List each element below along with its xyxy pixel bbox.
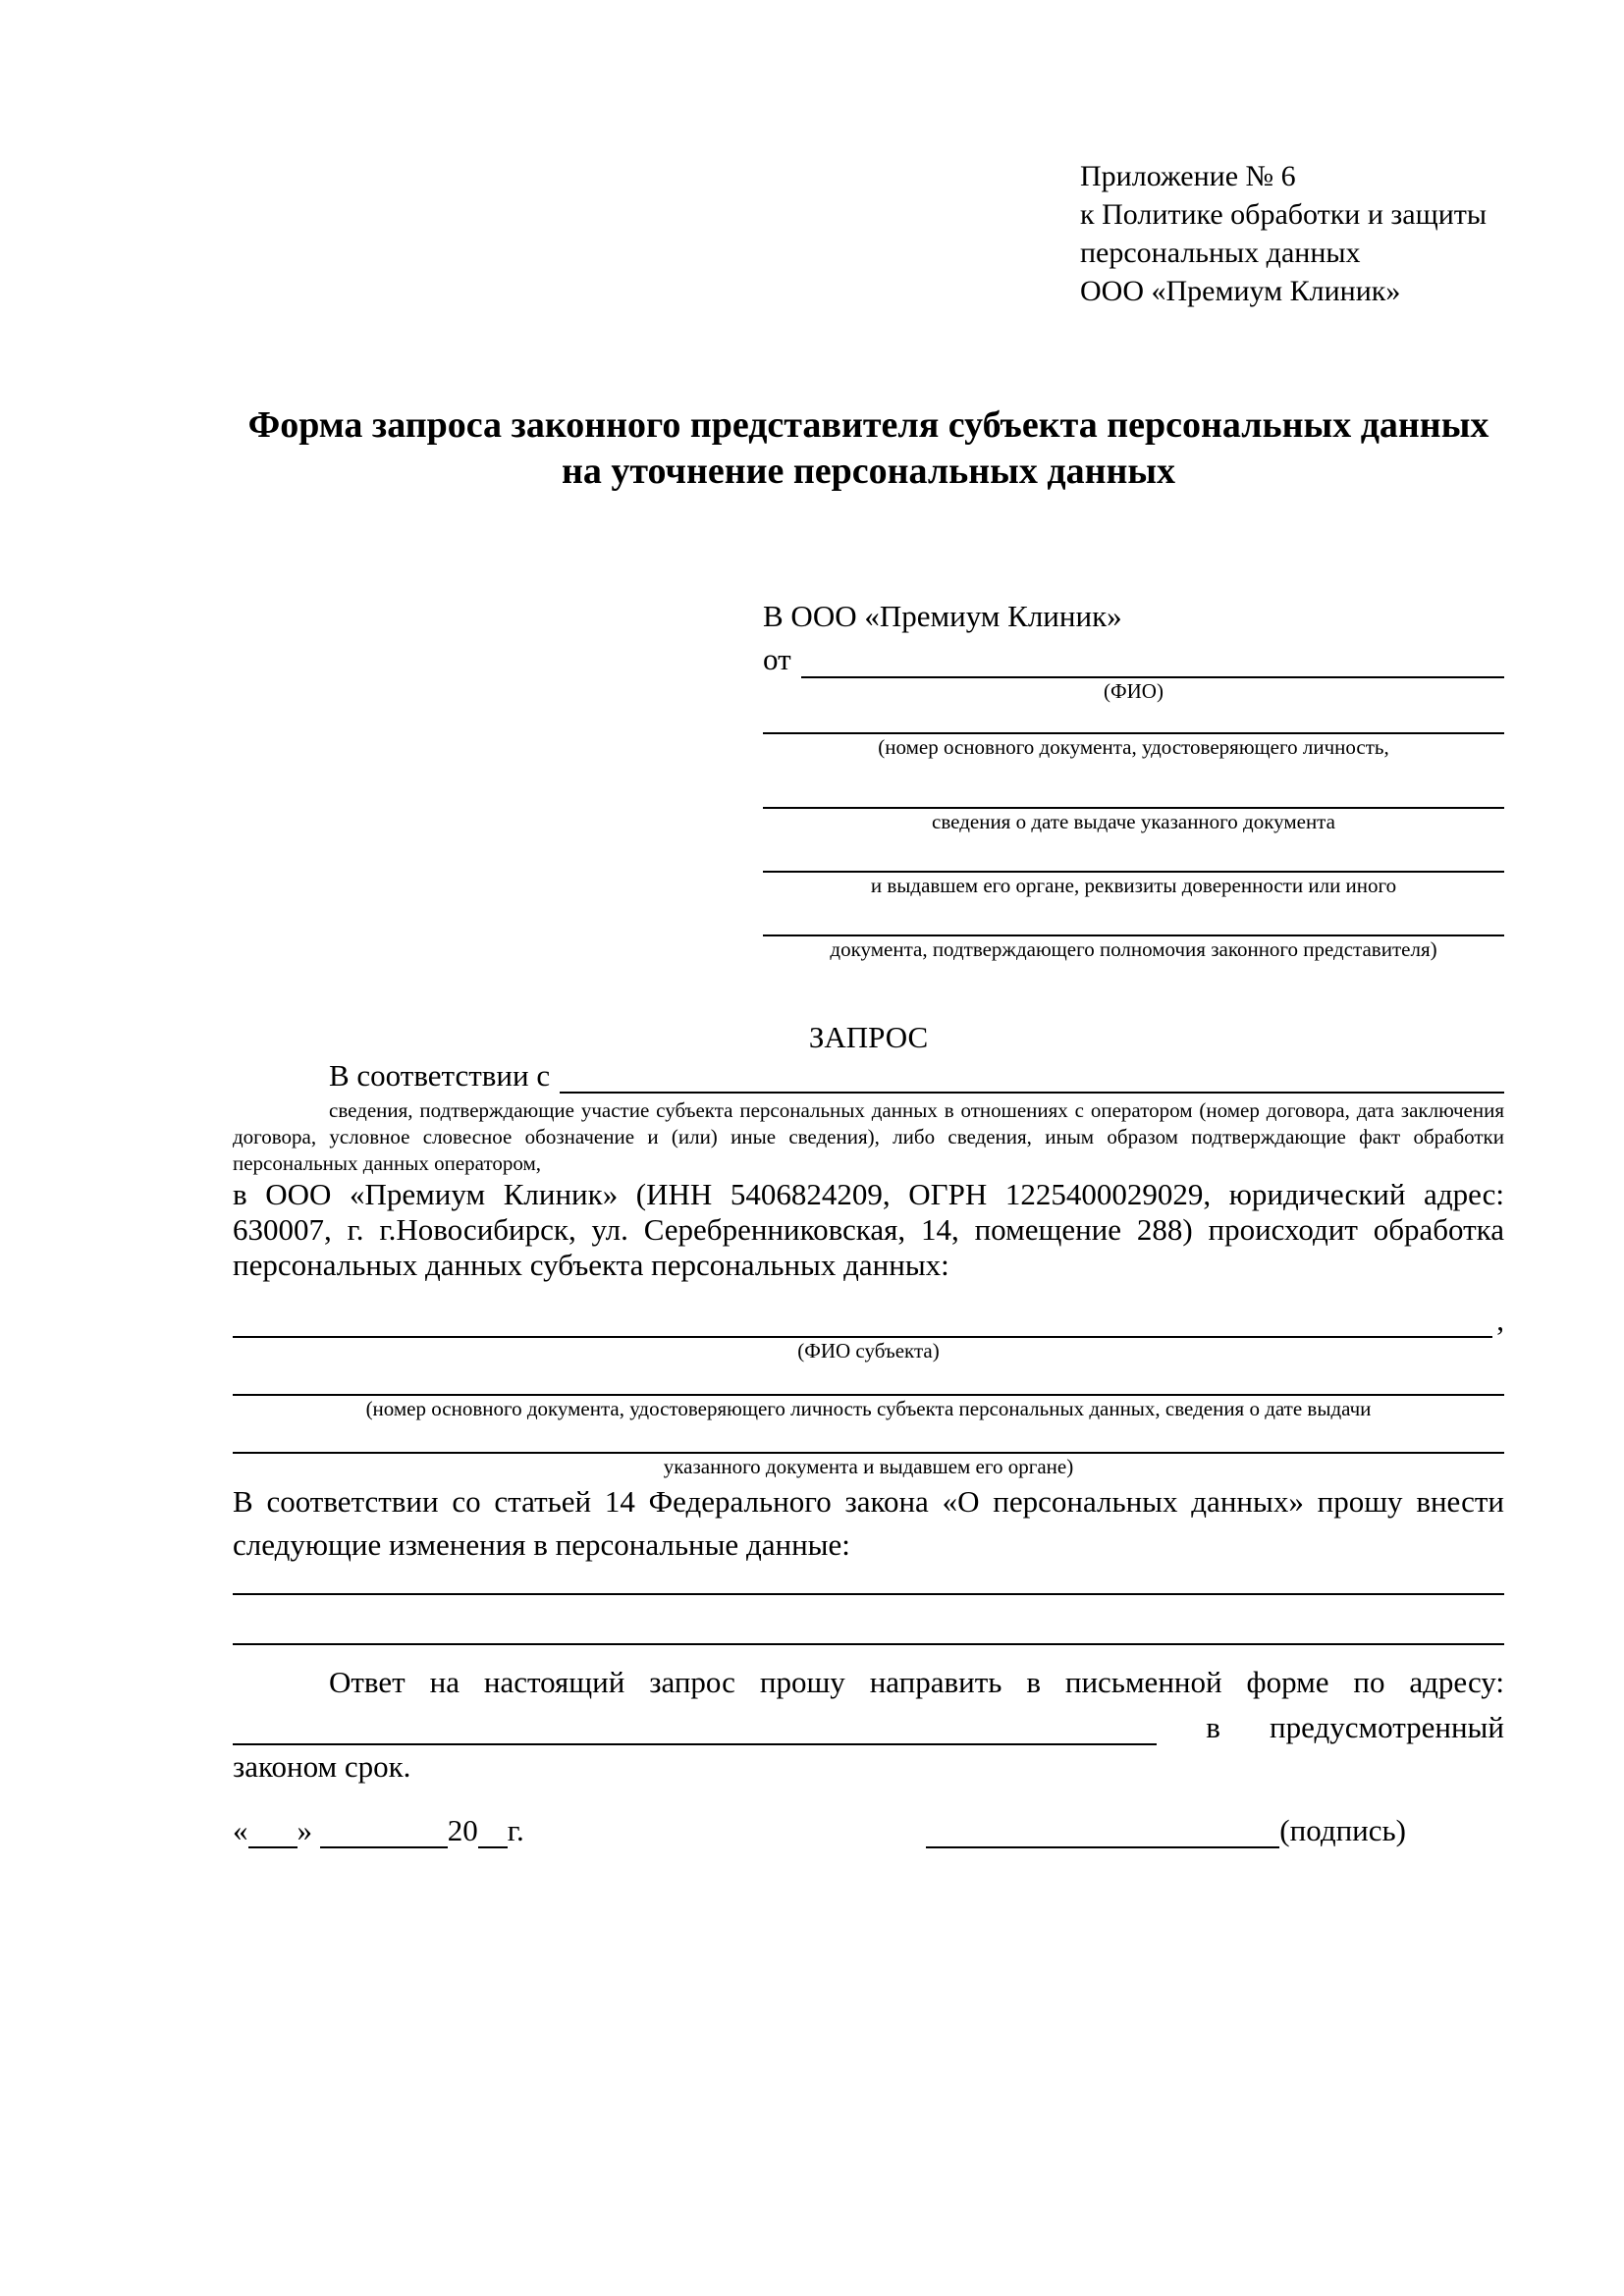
blank-line <box>233 1364 1504 1396</box>
intro-line <box>233 1056 1504 1094</box>
document-title <box>233 402 1504 495</box>
fio-subject-blank-line <box>233 1283 1504 1338</box>
addressee-caption-4: документа, подтверждающего полномочия законного представителя) <box>830 937 1437 961</box>
month-blank <box>320 1813 448 1848</box>
document-title-line1: Форма запроса законного представителя субъекта персональных данных <box>247 404 1489 446</box>
addressee-to: В ООО «Премиум Клиник» <box>763 599 1122 633</box>
date-group <box>233 1813 524 1848</box>
year-suffix: г. <box>507 1813 524 1847</box>
quote-open: « <box>233 1813 248 1847</box>
blank-line <box>233 1422 1504 1454</box>
explanatory-note: сведения, подтверждающие участие субъекта персональных данных в отношениях с оператором (номер договора, дата заключения договора, условное словесное обозначение и (или) иные сведения), либо сведения, иным образом подтверждающие факт обработки персональных данных оператором, <box>233 1098 1504 1175</box>
blank-line <box>763 761 1504 809</box>
operator-paragraph: в ООО «Премиум Клиник» (ИНН 5406824209, ОГРН 1225400029029, юридический адрес: 630007, г. г.Новосибирск, ул. Серебренниковская, 14, помещение 288) происходит обработка персональных данных субъекта персональных данных: <box>233 1177 1504 1282</box>
page-content <box>233 157 1504 1848</box>
answer-line-2 <box>233 1703 1504 1745</box>
doc-caption-2: указанного документа и выдавшем его органе) <box>663 1455 1074 1478</box>
request-heading: ЗАПРОС <box>808 1020 929 1054</box>
day-blank <box>248 1813 298 1848</box>
answer-line-1: Ответ на настоящий запрос прошу направить в письменной форме по адресу: <box>329 1665 1504 1699</box>
from-label: от <box>763 642 791 676</box>
answer-line-3: законом срок. <box>233 1749 411 1784</box>
document-title-line2: на уточнение персональных данных <box>561 451 1176 492</box>
appendix-line: Приложение № 6 <box>1080 160 1296 192</box>
blank-line <box>763 899 1504 936</box>
appendix-header <box>1080 157 1504 310</box>
addressee-from-line <box>763 635 1504 678</box>
signature-group <box>926 1813 1406 1848</box>
intro-blank-line <box>560 1092 1504 1094</box>
addressee-caption-1: (номер основного документа, удостоверяющего личность, <box>878 735 1389 759</box>
fio-subject-caption: (ФИО субъекта) <box>797 1339 940 1362</box>
comma: , <box>1496 1303 1504 1337</box>
article-paragraph: В соответствии со статьей 14 Федерального закона «О персональных данных» прошу внести следующие изменения в персональные данные: <box>233 1484 1504 1562</box>
blank-line <box>763 705 1504 734</box>
blank-line <box>233 1567 1504 1595</box>
fio-caption: (ФИО) <box>1104 679 1164 703</box>
blank-line <box>233 1595 1504 1645</box>
appendix-line: ООО «Премиум Клиник» <box>1080 275 1401 307</box>
doc-caption-1: (номер основного документа, удостоверяющего личность субъекта персональных данных, сведения о дате выдачи <box>365 1397 1372 1420</box>
addressee-caption-2: сведения о дате выдаче указанного документа <box>932 810 1335 833</box>
signature-blank-line <box>926 1813 1279 1848</box>
blank-line <box>763 835 1504 873</box>
year-blank <box>478 1813 508 1848</box>
answer-mid-word: в <box>1206 1710 1220 1744</box>
footer-row <box>233 1813 1504 1848</box>
signature-caption: (подпись) <box>1279 1813 1406 1847</box>
appendix-line: персональных данных <box>1080 237 1361 269</box>
quote-close: » <box>297 1813 312 1847</box>
answer-right-word: предусмотренный <box>1270 1710 1504 1744</box>
addressee-block <box>763 597 1504 963</box>
appendix-line: к Политике обработки и защиты <box>1080 198 1488 231</box>
year-prefix: 20 <box>447 1813 478 1847</box>
intro-prefix: В соответствии с <box>329 1058 551 1093</box>
addressee-caption-3: и выдавшем его органе, реквизиты доверенности или иного <box>870 874 1397 897</box>
